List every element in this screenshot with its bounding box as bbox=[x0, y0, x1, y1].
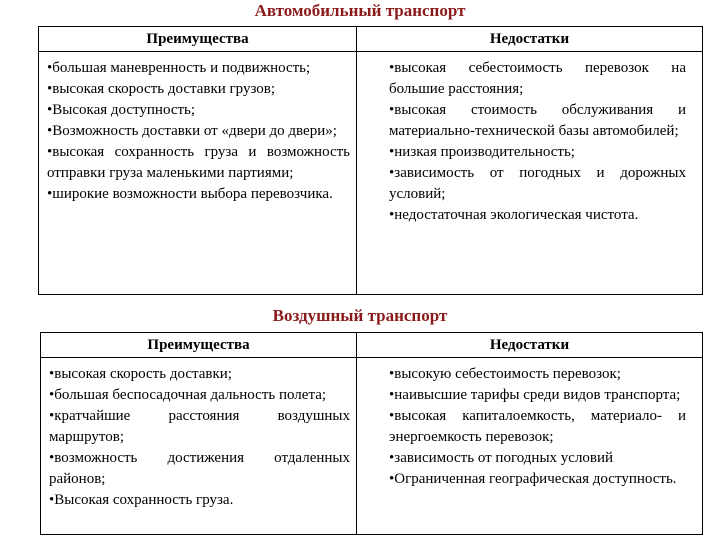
list-item: • высокая капиталоемкость, материало- и энергоемкость перевозок; bbox=[389, 406, 686, 448]
air-advantages-cell bbox=[41, 358, 357, 535]
list-item: • высокая скорость доставки грузов; bbox=[47, 79, 350, 100]
list-item: • большая беспосадочная дальность полета; bbox=[49, 385, 350, 406]
list-item: • возможность достижения отдаленных районов; bbox=[49, 448, 350, 490]
list-item: • Высокая сохранность груза. bbox=[49, 490, 350, 511]
list-item: • большая маневренность и подвижность; bbox=[47, 58, 350, 79]
air-advantages-header: Преимущества bbox=[41, 333, 357, 358]
auto-disadvantages-cell bbox=[357, 52, 703, 295]
air-table bbox=[40, 332, 703, 535]
auto-disadvantages-list bbox=[389, 58, 686, 226]
auto-advantages-header: Преимущества bbox=[39, 27, 357, 52]
auto-disadvantages-header: Недостатки bbox=[357, 27, 703, 52]
air-disadvantages-list bbox=[389, 364, 686, 490]
list-item: • высокая стоимость обслуживания и материально-технической базы автомобилей; bbox=[389, 100, 686, 142]
list-item: • Ограниченная географическая доступность. bbox=[389, 469, 686, 490]
list-item: • зависимость от погодных и дорожных условий; bbox=[389, 163, 686, 205]
air-disadvantages-header: Недостатки bbox=[357, 333, 703, 358]
list-item: • Высокая доступность; bbox=[47, 100, 350, 121]
auto-table bbox=[38, 26, 703, 295]
air-advantages-list bbox=[49, 364, 350, 511]
list-item: • высокая скорость доставки; bbox=[49, 364, 350, 385]
air-section-title: Воздушный транспорт bbox=[272, 306, 448, 325]
auto-advantages-list bbox=[47, 58, 350, 205]
list-item: • зависимость от погодных условий bbox=[389, 448, 686, 469]
list-item: • высокую себестоимость перевозок; bbox=[389, 364, 686, 385]
list-item: • наивысшие тарифы среди видов транспорта; bbox=[389, 385, 686, 406]
list-item: • недостаточная экологическая чистота. bbox=[389, 205, 686, 226]
auto-advantages-cell bbox=[39, 52, 357, 295]
list-item: • Возможность доставки от «двери до двери»; bbox=[47, 121, 350, 142]
air-disadvantages-cell bbox=[357, 358, 703, 535]
list-item: • кратчайшие расстояния воздушных маршрутов; bbox=[49, 406, 350, 448]
list-item: • высокая сохранность груза и возможность отправки груза маленькими партиями; bbox=[47, 142, 350, 184]
list-item: • широкие возможности выбора перевозчика. bbox=[47, 184, 350, 205]
auto-section-title: Автомобильный транспорт bbox=[254, 1, 466, 20]
list-item: • высокая себестоимость перевозок на большие расстояния; bbox=[389, 58, 686, 100]
list-item: • низкая производительность; bbox=[389, 142, 686, 163]
